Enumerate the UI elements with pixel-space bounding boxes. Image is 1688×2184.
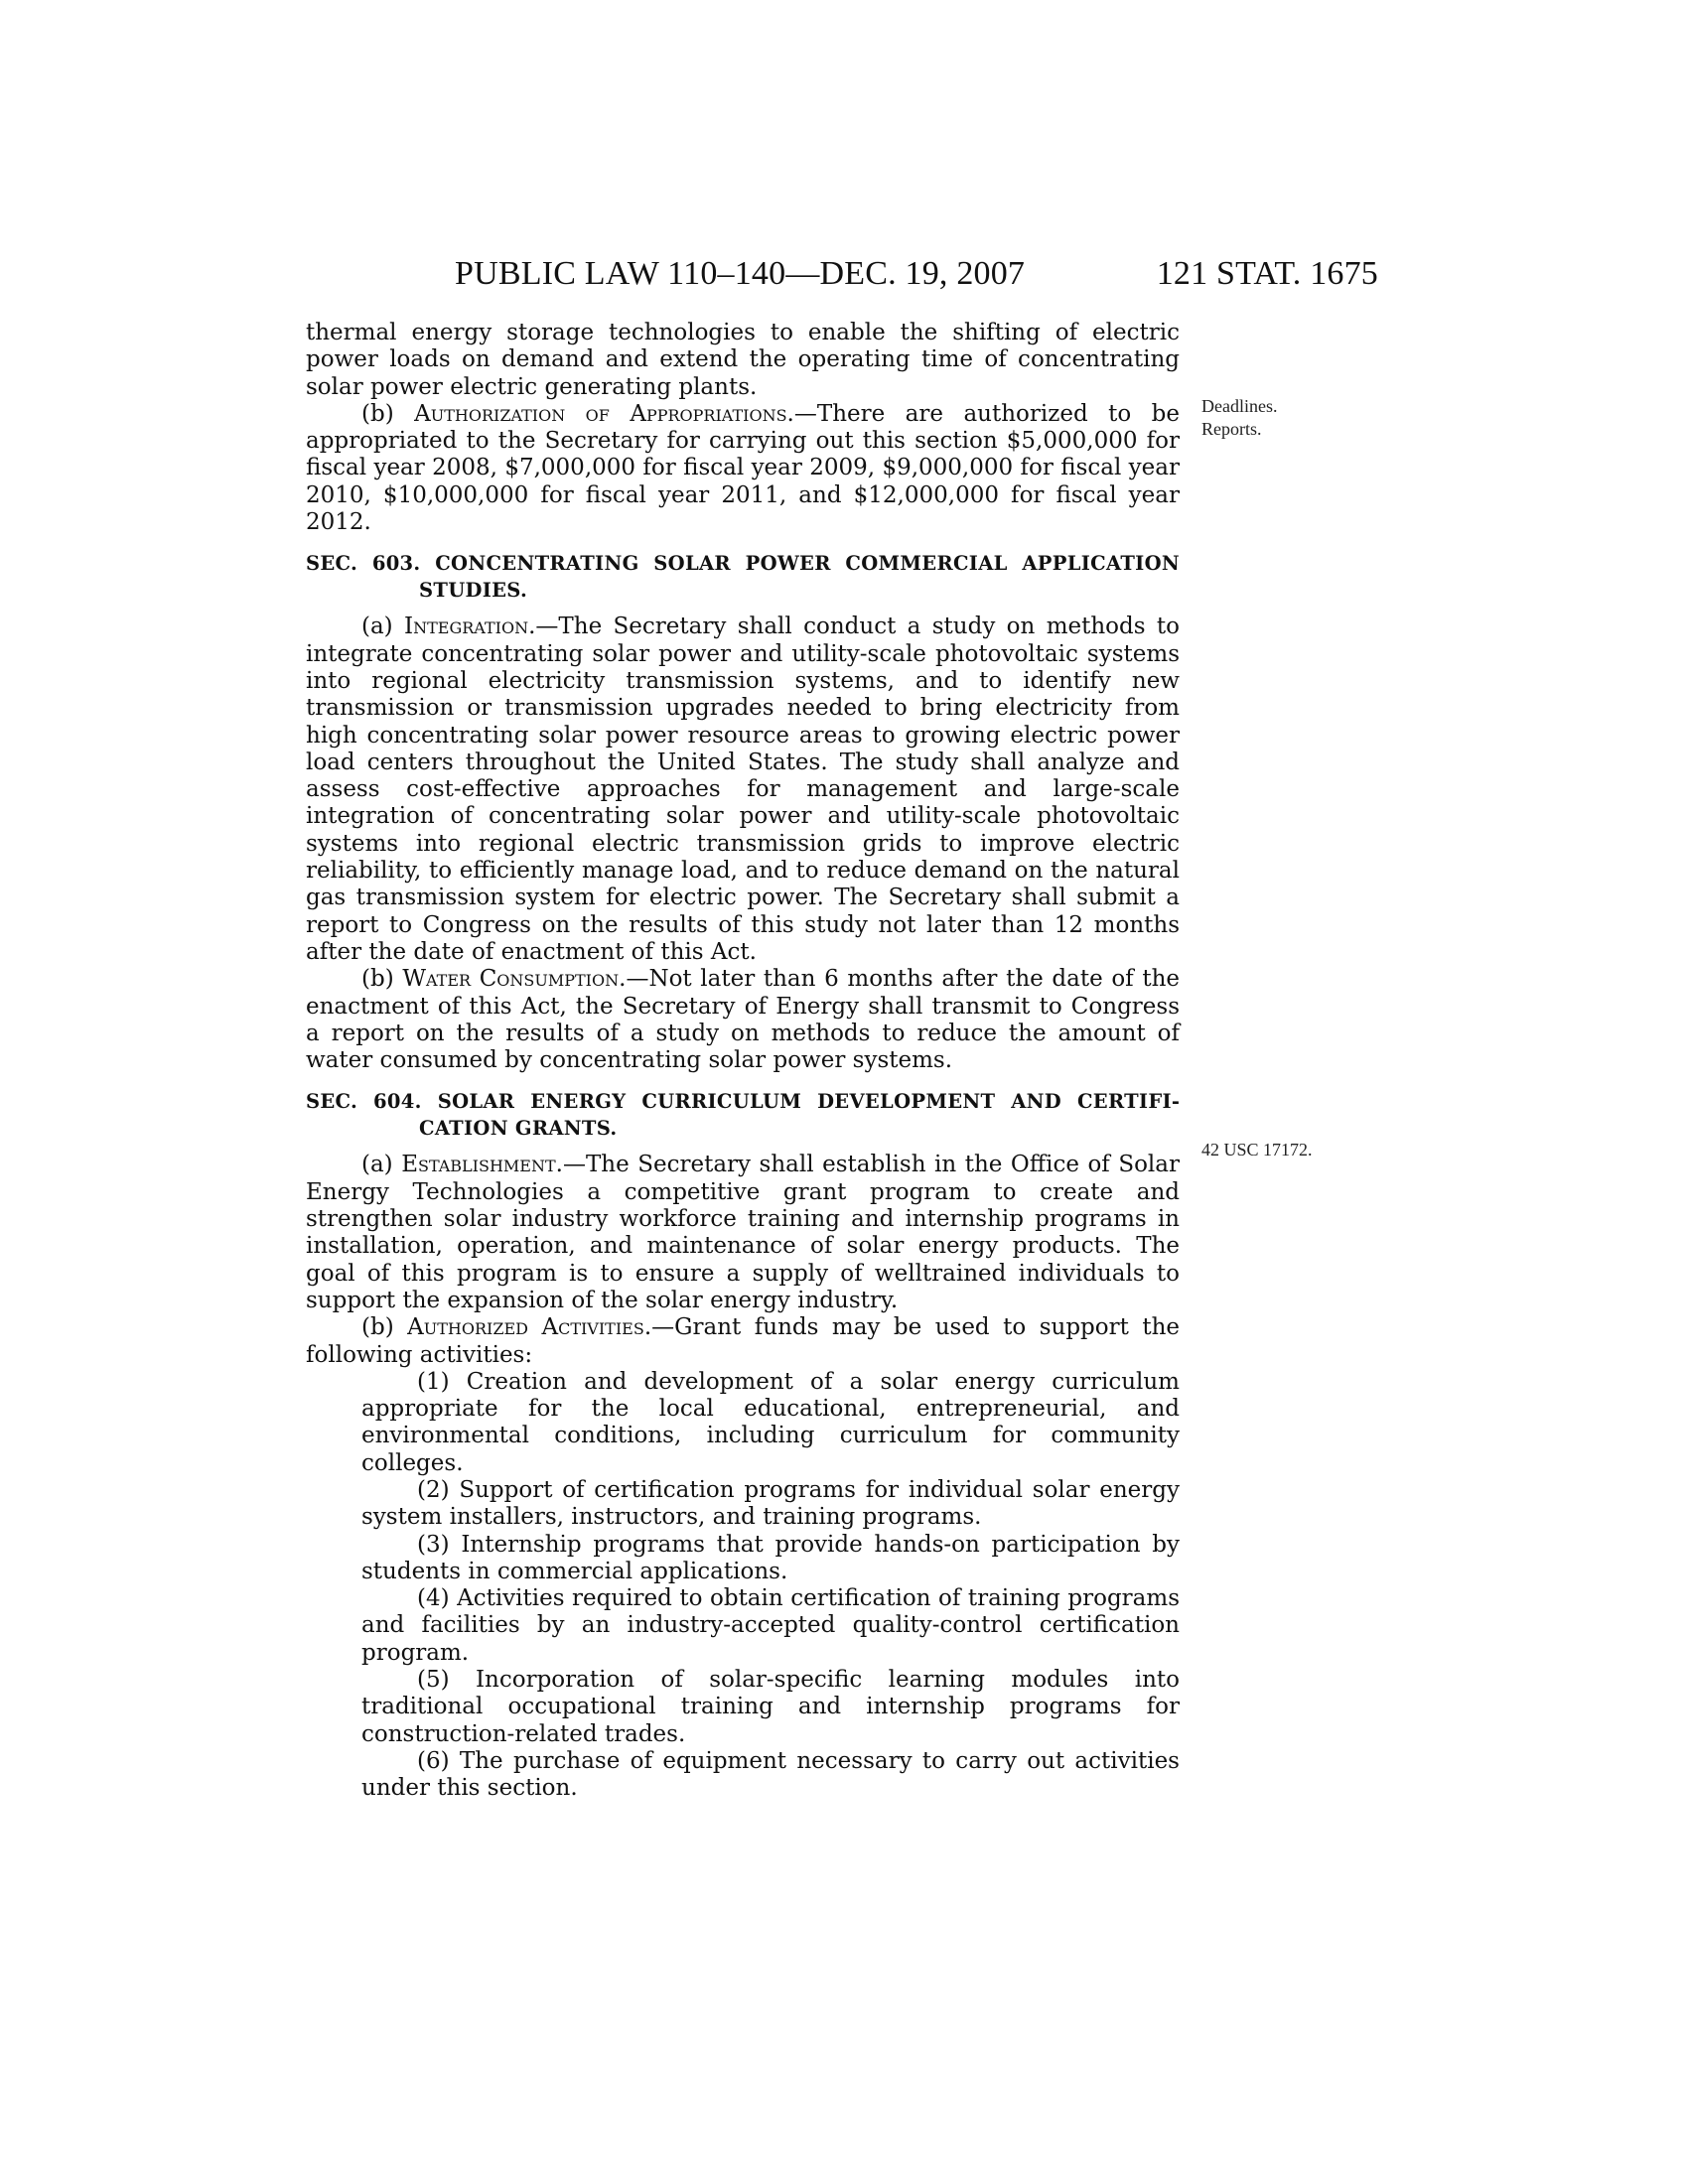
margin-note-sec603: [1201, 395, 1277, 441]
running-head: [306, 255, 1378, 297]
page-header-title: PUBLIC LAW 110–140—DEC. 19, 2007: [455, 255, 1026, 292]
sec602b-marker: (b): [361, 400, 394, 427]
activity-item-3: (3) Internship programs that provide hands-on participation by students in commercial applications.: [361, 1531, 1180, 1584]
sec604a-marker: (a): [361, 1152, 393, 1178]
sec604-subsection-a: [306, 1152, 1180, 1314]
page-header-stat-citation: 121 STAT. 1675: [1156, 255, 1378, 292]
sec604-subsection-b: [306, 1314, 1180, 1369]
sec604b-text: —Grant funds may be used to support the following activities:: [306, 1314, 1181, 1368]
activity-item-2: (2) Support of certification programs for individual solar energy system installers, instructors, and training programs.: [361, 1476, 1180, 1531]
sec604a-heading: Establishment.: [401, 1152, 563, 1178]
sec602b-heading: Authorization of Appropriations.: [414, 400, 794, 427]
sec603-subsection-a: [306, 614, 1180, 966]
continuation-paragraph: thermal energy storage technologies to enable the shifting of electric power loads on demand and extend the operating time of concentrating solar power electric generating plants.: [306, 320, 1180, 400]
sec602b-text: —There are authorized to be appropriated to the Secretary for carrying out this section $5,000,000 for fiscal year 2008, $7,000,000 for fiscal year 2009, $9,000,000 for fiscal year 2010, $10,000,000 for fiscal year 2011, and $12,000,000 for fiscal year 2012.: [306, 400, 1181, 536]
activity-item-4: (4) Activities required to obtain certification of training programs and facilities by an industry-accepted quality-control certification program.: [361, 1585, 1180, 1666]
sec603a-marker: (a): [361, 614, 393, 640]
sec602-subsection-b: [306, 401, 1180, 536]
sec603-heading: SEC. 603. CONCENTRATING SOLAR POWER COMMERCIAL APPLICATION STUDIES.: [306, 552, 1180, 603]
sec604b-heading: Authorized Activities.: [407, 1314, 652, 1341]
sec603b-heading: Water Consumption.: [402, 966, 627, 993]
activity-item-1: (1) Creation and development of a solar energy curriculum appropriate for the local educational, entrepreneurial, and environmental conditions, including curriculum for community colleges.: [361, 1368, 1180, 1476]
margin-note-deadlines: Deadlines.: [1201, 396, 1278, 416]
margin-note-reports: Reports.: [1201, 419, 1262, 439]
sec604a-text: —The Secretary shall establish in the Office of Solar Energy Technologies a competitive grant program to create and strengthen solar industry workforce training and internship programs in installation, operation, and maintenance of solar energy products. The goal of this program is to ensure a supply of welltrained individuals to support the expansion of the solar energy industry.: [306, 1152, 1180, 1313]
margin-note-sec604-citation: 42 USC 17172.: [1201, 1140, 1313, 1160]
activity-item-5: (5) Incorporation of solar-specific learning modules into traditional occupational training and internship programs for construction-related trades.: [361, 1667, 1180, 1747]
sec603b-marker: (b): [361, 966, 394, 993]
document-body: [306, 320, 1180, 1803]
activity-item-6: (6) The purchase of equipment necessary to carry out activities under this section.: [361, 1747, 1180, 1802]
sec603a-heading: Integration.: [404, 614, 536, 640]
sec603a-text: —The Secretary shall conduct a study on methods to integrate concentrating solar power and utility-scale photovoltaic systems into regional electricity transmission systems, and to identify new transmission or transmission upgrades needed to bring electricity from high concentrating solar power resource areas to growing electric power load centers throughout the United States. The study shall analyze and assess cost-effective approaches for management and large-scale integration of concentrating solar power and utility-scale photovoltaic systems into regional electric transmission grids to improve electric reliability, to efficiently manage load, and to reduce demand on the natural gas transmission system for electric power. The Secretary shall submit a report to Congress on the results of this study not later than 12 months after the date of enactment of this Act.: [306, 614, 1181, 965]
sec604-heading: SEC. 604. SOLAR ENERGY CURRICULUM DEVELOPMENT AND CERTIFICATION GRANTS.: [306, 1090, 1180, 1141]
sec604b-marker: (b): [361, 1314, 394, 1341]
sec603b-text: —Not later than 6 months after the date of the enactment of this Act, the Secretary of Energy shall transmit to Congress a report on the results of a study on methods to reduce the amount of water consumed by concentrating solar power systems.: [306, 966, 1181, 1074]
sec603-subsection-b: [306, 966, 1180, 1074]
